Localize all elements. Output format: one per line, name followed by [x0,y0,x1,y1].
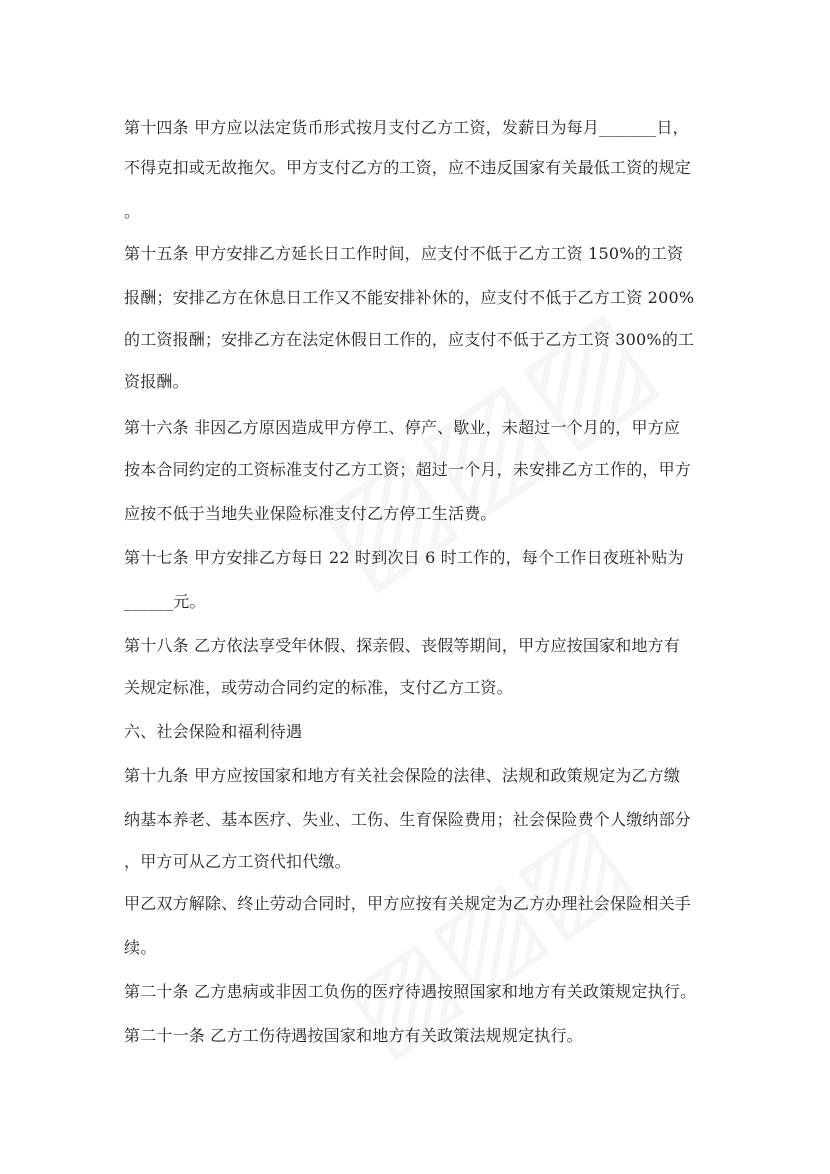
paragraph-line: 第十九条 甲方应按国家和地方有关社会保险的法律、法规和政策规定为乙方缴 [124,766,681,785]
paragraph-line: 六、社会保险和福利待遇 [124,722,303,741]
paragraph-line: 甲乙双方解除、终止劳动合同时，甲方应按有关规定为乙方办理社会保险相关手 [124,894,692,913]
paragraph-line: 。 [124,202,141,221]
paragraph-line: 的工资报酬；安排乙方在法定休假日工作的，应支付不低于乙方工资 300%的工 [124,330,695,349]
paragraph-line: 按本合同约定的工资标准支付乙方工资；超过一个月，未安排乙方工作的，甲方 [124,460,692,479]
paragraph-line: 第十六条 非因乙方原因造成甲方停工、停产、歇业，未超过一个月的，甲方应 [124,418,681,437]
paragraph-line: 第十五条 甲方安排乙方延长日工作时间，应支付不低于乙方工资 150%的工资 [124,244,684,263]
paragraph-line: 第十七条 甲方安排乙方每日 22 时到次日 6 时工作的，每个工作日夜班补贴为 [124,548,684,567]
paragraph-line: 报酬；安排乙方在休息日工作又不能安排补休的，应支付不低于乙方工资 200% [124,288,695,307]
paragraph-line: 第十八条 乙方依法享受年休假、探亲假、丧假等期间，甲方应按国家和地方有 [124,636,681,655]
paragraph-line: 资报酬。 [124,372,189,391]
paragraph-line: 不得克扣或无故拖欠。甲方支付乙方的工资，应不违反国家有关最低工资的规定 [124,158,692,177]
paragraph-line: ，甲方可从乙方工资代扣代缴。 [124,852,351,871]
paragraph-line: 续。 [124,938,157,957]
paragraph-line: 第十四条 甲方应以法定货币形式按月支付乙方工资，发薪日为每月_______日， [124,118,689,137]
paragraph-line: 应按不低于当地失业保险标准支付乙方停工生活费。 [124,504,497,523]
paragraph-line: 关规定标准，或劳动合同约定的标准，支付乙方工资。 [124,678,513,697]
paragraph-line: 第二十条 乙方患病或非因工负伤的医疗待遇按照国家和地方有关政策规定执行。 [124,982,697,1001]
paragraph-line: 纳基本养老、基本医疗、失业、工伤、生育保险费用；社会保险费个人缴纳部分 [124,810,692,829]
paragraph-line: 第二十一条 乙方工伤待遇按国家和地方有关政策法规规定执行。 [124,1026,583,1045]
paragraph-line: ______元。 [124,592,206,611]
